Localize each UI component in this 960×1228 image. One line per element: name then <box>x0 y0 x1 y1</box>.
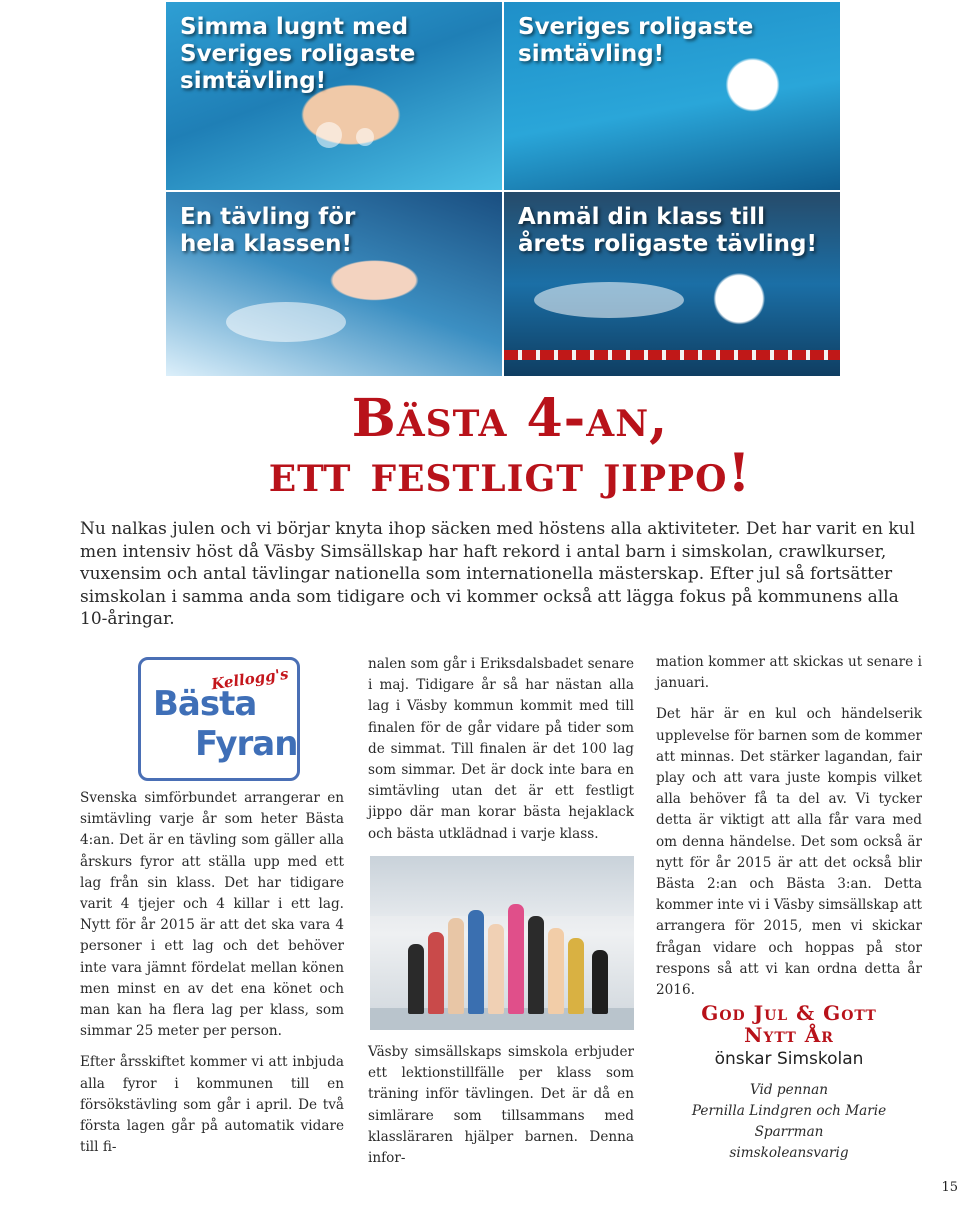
column2-paragraph1: nalen som går i Eriksdalsbadet senare i maj. Tidigare år så har nästan alla lag i Väsby kommun kommit med till finalen för de går vidare på tider som de simmat. Till finalen är det 100 lag som simmar. Det är dock inte bara en simtävling utan det är ett festligt jippo där man korar bästa hejaklack och bästa utklädnad i varje klass. <box>368 656 634 842</box>
column3-paragraph2: Det här är en kul och händelserik upplevelse för barnen som de kommer att minnas. Det stärker lagandan, fair play och att vara juste kompis vilket alla behöver få ta del av. Vi tycker detta är viktigt att alla får vara med om denna händelse. Det som också är nytt för år 2015 är att det också blir Bästa 2:an och Bästa 3:an. Detta kommer inte vi i Väsby simsällskap att arrangera för 2015, men vi skickar frågan vidare och hoppas på stor respons så att vi kan ordna detta år 2016. <box>656 706 922 999</box>
column1-paragraph2: Efter årsskiftet kommer vi att inbjuda alla fyror i kommunen till en försökstävling som går i april. De två första lagen går på automatik vidare till fi- <box>80 1054 344 1156</box>
logo-line2: Fyran <box>195 724 298 764</box>
article-headline <box>160 388 860 504</box>
swim-promo-collage <box>166 2 840 376</box>
photo-swimmer-cap <box>504 2 840 190</box>
lane-rope <box>504 350 840 360</box>
headline-line2: ett festligt jippo! <box>268 443 752 504</box>
signature-line1: Vid pennan <box>749 1082 829 1098</box>
column-1 <box>80 788 344 1158</box>
greeting-line2: Nytt År <box>744 1023 834 1047</box>
logo-brand: Kellogg's <box>210 664 290 694</box>
article-intro: Nu nalkas julen och vi börjar knyta ihop säcken med höstens alla aktiviteter. Det har varit en kul men intensiv höst då Väsby Simsällskap har haft rekord i antal barn i simskolan, crawlkurser, vuxensim och antal tävlingar nationella som internationella mästerskap. Efter jul så fortsätter simskolan i samma anda som tidigare och vi kommer också att lägga fokus på kommunens alla 10-åringar. <box>80 519 916 629</box>
column-3 <box>656 652 922 1001</box>
holiday-greeting <box>656 1002 922 1164</box>
greeting-line1: God Jul & Gott <box>701 1001 877 1025</box>
photo-caption: Väsby simsällskaps simskola erbjuder ett lektionstillfälle per klass som träning inför tävlingen. Det är då en simlärare som tillsammans med klassläraren hjälper barnen. Denna infor- <box>368 1044 634 1167</box>
greeting-line3: önskar Simskolan <box>714 1049 864 1069</box>
basta-fyran-logo <box>138 657 300 781</box>
photo-swimmer-lane <box>504 192 840 376</box>
panel4-caption: Anmäl din klass till årets roligaste tävling! <box>518 204 817 257</box>
photo-child-underwater <box>166 2 502 190</box>
column-2 <box>368 654 634 845</box>
column3-paragraph1: mation kommer att skickas ut senare i januari. <box>656 654 922 692</box>
page-number: 15 <box>941 1180 958 1195</box>
photo-swimmer-goggles <box>166 192 502 376</box>
group-photo <box>370 856 634 1030</box>
panel1-caption: Simma lugnt med Sveriges roligaste simtävling! <box>180 14 416 94</box>
headline-line1: Bästa 4-an, <box>351 388 669 449</box>
column1-paragraph1: Svenska simförbundet arrangerar en simtävling varje år som heter Bästa 4:an. Det är en tävling som gäller alla årskurs fyror att ställa upp med ett lag från sin klass. Det har tidigare varit 4 tjejer och 4 killar i ett lag. Nytt för år 2015 är att det ska vara 4 personer i ett lag och det behöver inte vara jämnt fördelat mellan könen men minst en av det ena könet och man kan ha flera lag per klass, som simmar 25 meter per person. <box>80 790 344 1040</box>
signature-line3: simskoleansvarig <box>729 1145 849 1161</box>
logo-line1: Bästa <box>153 684 257 724</box>
panel2-caption: Sveriges roligaste simtävling! <box>518 14 754 67</box>
signature-line2: Pernilla Lindgren och Marie Sparrman <box>691 1103 887 1140</box>
panel3-caption: En tävling för hela klassen! <box>180 204 356 257</box>
